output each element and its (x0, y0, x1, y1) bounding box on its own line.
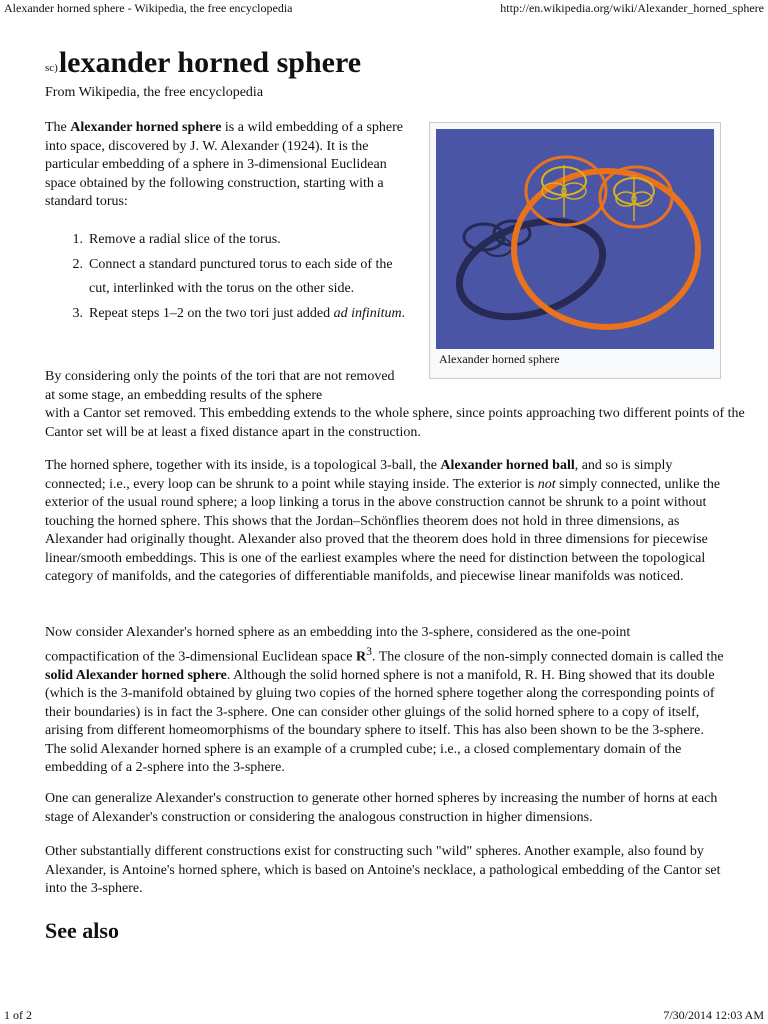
list-item: 2. Connect a standard punctured torus to each side of the cut, interlinked with the torus on the other side. (72, 256, 393, 296)
intro-paragraph: The Alexander horned sphere is a wild embedding of a sphere into space, discovered by J. W. Alexander (1924). It is the particular embedding of a sphere in 3-dimensional Euclidean space obtained by the following construction, starting with a standard torus: (45, 120, 403, 209)
tagline: From Wikipedia, the free encyclopedia (45, 85, 264, 100)
print-footer-timestamp: 7/30/2014 12:03 AM (663, 1008, 764, 1022)
other-constructions-paragraph: Other substantially different constructions exist for constructing such "wild" spheres. Another example, also found by Alexander, is Antoine's horned sphere, which is based on Antoine's necklace, a pathological embedding of the Cantor set into the 3-sphere. (45, 844, 721, 896)
term-solid-horned-sphere: solid Alexander horned sphere (45, 667, 227, 683)
construction-steps (45, 228, 415, 326)
page-title (45, 46, 361, 80)
see-also-heading: See also (45, 918, 119, 943)
print-footer-page: 1 of 2 (4, 1008, 32, 1022)
title-fragment: sc) (45, 62, 58, 74)
term-alexander-horned-ball: Alexander horned ball (440, 458, 575, 473)
print-header-title: Alexander horned sphere - Wikipedia, the free encyclopedia (4, 1, 293, 15)
thumbnail-figure[interactable] (429, 122, 721, 379)
image-background (436, 129, 714, 349)
generalization-paragraph: One can generalize Alexander's construction to generate other horned spheres by increasing the number of horns at each stage of Alexander's construction or considering the analogous construction in higher dimensions. (45, 791, 718, 825)
cantor-set-paragraph: By considering only the points of the tori that are not removed at some stage, an embedding results of the sphere with a Cantor set removed. This embedding extends to the whole sphere, since points approaching two different points of the Cantor set will be at least a fixed distance apart in the construction. (45, 369, 745, 440)
three-sphere-paragraph: Now consider Alexander's horned sphere as an embedding into the 3-sphere, considered as the one-point compactification of the 3-dimensional Euclidean space $R^3$. The closure of the non-simply connected domain is called the solid Alexander horned sphere. Although the solid horned sphere is not a manifold, R. H. Bing showed that its double (which is the 3-manifold obtained by gluing two copies of the horned sphere together along the corresponding points of their boundaries) is in fact the 3-sphere. One can consider other gluings of the solid horned sphere to a copy of itself, arising from different homeomorphisms of the boundary sphere to itself. This has also been shown to be the 3-sphere. The solid Alexander horned sphere is an example of a crumpled cube; i.e., a closed complementary domain of the embedding of a 2-sphere into the 3-sphere. (45, 625, 724, 776)
horned-ball-paragraph: The horned sphere, together with its inside, is a topological 3-ball, the Alexander horned ball, and so is simply connected; i.e., every loop can be shrunk to a point while staying inside. The exterior is not simply connected, unlike the exterior of the usual round sphere; a loop linking a torus in the above construction cannot be shrunk to a point without touching the horned sphere. This shows that the Jordan–Schönflies theorem does not hold in three dimensions, as Alexander had originally thought. Alexander also proved that the theorem does hold in three dimensions for piecewise linear/smooth embeddings. This is one of the earliest examples where the need for distinction between the topological category of manifolds, and the categories of differentiable manifolds, and piecewise linear manifolds was noticed. (45, 458, 721, 584)
print-header-url[interactable]: http://en.wikipedia.org/wiki/Alexander_horned_sphere (500, 1, 764, 15)
figure-caption: Alexander horned sphere (439, 352, 560, 366)
horned-sphere-image[interactable] (436, 129, 714, 349)
page-title-text: lexander horned sphere (58, 46, 362, 79)
term-alexander-horned-sphere: Alexander horned sphere (70, 120, 222, 135)
list-item: 3. Repeat steps 1–2 on the two tori just added ad infinitum. (72, 305, 406, 321)
list-item: 1. Remove a radial slice of the torus. (72, 232, 281, 247)
